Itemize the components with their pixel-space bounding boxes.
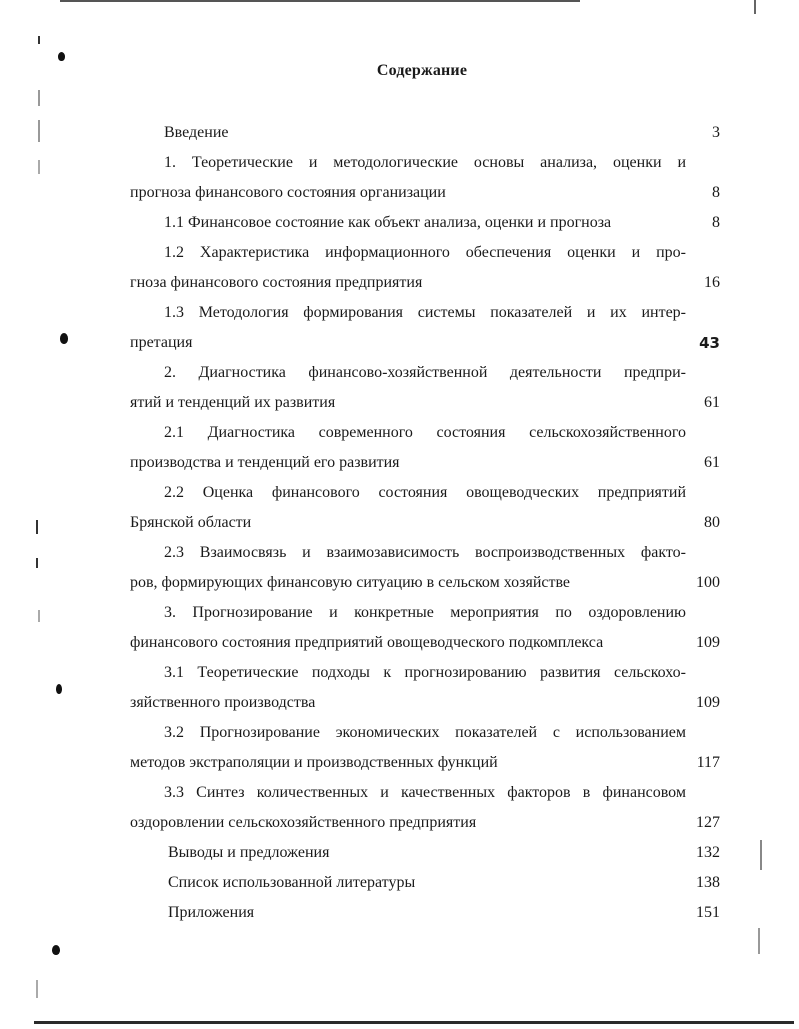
toc-line <box>130 178 722 208</box>
toc-entry-text: 1. Теоретические и методологические основы анализа, оценки и <box>164 154 686 171</box>
toc-page-number: 127 <box>696 814 720 831</box>
punch-hole-mark <box>60 333 68 344</box>
toc-entry-text: Брянской области <box>130 514 252 531</box>
toc-page-number: 151 <box>696 904 720 921</box>
toc-entry-text: претация <box>130 334 193 351</box>
toc-entry-text: Приложения <box>168 904 255 921</box>
toc-page-number: 100 <box>696 574 720 591</box>
toc-line <box>130 148 722 178</box>
toc-line <box>130 628 722 658</box>
toc-line <box>130 868 722 898</box>
toc-entry-text: финансового состояния предприятий овощеводческого подкомплекса <box>130 634 604 651</box>
punch-hole-mark <box>52 945 60 955</box>
toc-line <box>130 778 722 808</box>
toc-entry-text: прогноза финансового состояния организации <box>130 184 446 201</box>
scan-margin-mark <box>758 928 760 954</box>
toc-entry-text: производства и тенденций его развития <box>130 454 400 471</box>
toc-entry-text: 1.1 Финансовое состояние как объект анализа, оценки и прогноза <box>164 214 612 231</box>
toc-line <box>130 598 722 628</box>
scan-right-edge <box>754 0 756 14</box>
toc-page-number: 61 <box>704 454 720 471</box>
scan-margin-mark <box>38 120 40 142</box>
toc-entry-text: 1.2 Характеристика информационного обеспечения оценки и про- <box>164 244 686 261</box>
toc-page-number: 109 <box>696 634 720 651</box>
toc-entry-text: оздоровлении сельскохозяйственного предприятия <box>130 814 477 831</box>
toc-entry-text: 1.3 Методология формирования системы показателей и их интер- <box>164 304 686 321</box>
toc-line <box>130 658 722 688</box>
toc-page-number: 8 <box>712 214 720 231</box>
toc-line <box>130 298 722 328</box>
scan-top-border <box>60 0 580 2</box>
scan-margin-mark <box>36 558 38 568</box>
page-title: Содержание <box>376 62 468 79</box>
toc-entry-text: гноза финансового состояния предприятия <box>130 274 423 291</box>
toc-line <box>130 418 722 448</box>
toc-line <box>130 838 722 868</box>
toc-line <box>130 508 722 538</box>
scan-margin-mark <box>760 840 762 870</box>
toc-entry-text: 3.3 Синтез количественных и качественных факторов в финансовом <box>164 784 686 801</box>
toc-entry-text: ров, формирующих финансовую ситуацию в сельском хозяйстве <box>130 574 571 591</box>
toc-entry-text: 2.3 Взаимосвязь и взаимозависимость воспроизводственных факто- <box>164 544 686 561</box>
toc-page-number: 61 <box>704 394 720 411</box>
scan-margin-mark <box>38 610 40 622</box>
toc-page-number: 80 <box>704 514 720 531</box>
toc-entry-text: зяйственного производства <box>130 694 316 711</box>
toc-line <box>130 328 722 358</box>
scan-margin-mark <box>38 90 40 106</box>
toc-line <box>130 688 722 718</box>
toc-entry-text: 3. Прогнозирование и конкретные мероприятия по оздоровлению <box>164 604 686 621</box>
toc-entry-text: 2.2 Оценка финансового состояния овощеводческих предприятий <box>164 484 686 501</box>
scan-margin-mark <box>36 980 38 998</box>
toc-page-number: 3 <box>712 124 720 141</box>
toc-page-number: 117 <box>696 754 720 771</box>
toc-entry-text: 2. Диагностика финансово-хозяйственной деятельности предпри- <box>164 364 686 381</box>
toc-line <box>130 538 722 568</box>
toc-page-number: 43 <box>699 334 720 352</box>
toc-page-number: 8 <box>712 184 720 201</box>
toc-line <box>130 718 722 748</box>
toc-entry-text: методов экстраполяции и производственных функций <box>130 754 498 771</box>
toc-entry-text: 3.2 Прогнозирование экономических показателей с использованием <box>164 724 686 741</box>
toc-entry-text: 3.1 Теоретические подходы к прогнозированию развития сельскохо- <box>164 664 686 681</box>
toc-entry-text: Выводы и предложения <box>168 844 330 861</box>
toc-line <box>130 268 722 298</box>
toc-line <box>130 358 722 388</box>
toc-page-number: 132 <box>696 844 720 861</box>
scan-margin-mark <box>38 36 40 44</box>
punch-hole-mark <box>58 52 65 61</box>
toc-entry-text: ятий и тенденций их развития <box>130 394 336 411</box>
toc-line <box>130 478 722 508</box>
toc-page-number: 16 <box>704 274 720 291</box>
toc-entry-text: 2.1 Диагностика современного состояния сельскохозяйственного <box>164 424 686 441</box>
toc-page-number: 138 <box>696 874 720 891</box>
toc-line <box>130 748 722 778</box>
toc-entry-text: Введение <box>164 124 229 141</box>
scan-bottom-border <box>34 1021 794 1024</box>
toc-line <box>130 118 722 148</box>
toc-line <box>130 388 722 418</box>
scan-margin-mark <box>38 160 40 174</box>
scan-margin-mark <box>36 520 38 534</box>
table-of-contents <box>130 118 722 928</box>
toc-line <box>130 238 722 268</box>
toc-entry-text: Список использованной литературы <box>168 874 416 891</box>
toc-page-number: 109 <box>696 694 720 711</box>
toc-line <box>130 898 722 928</box>
toc-line <box>130 568 722 598</box>
toc-line <box>130 208 722 238</box>
toc-line <box>130 808 722 838</box>
punch-hole-mark <box>56 684 62 694</box>
toc-line <box>130 448 722 478</box>
